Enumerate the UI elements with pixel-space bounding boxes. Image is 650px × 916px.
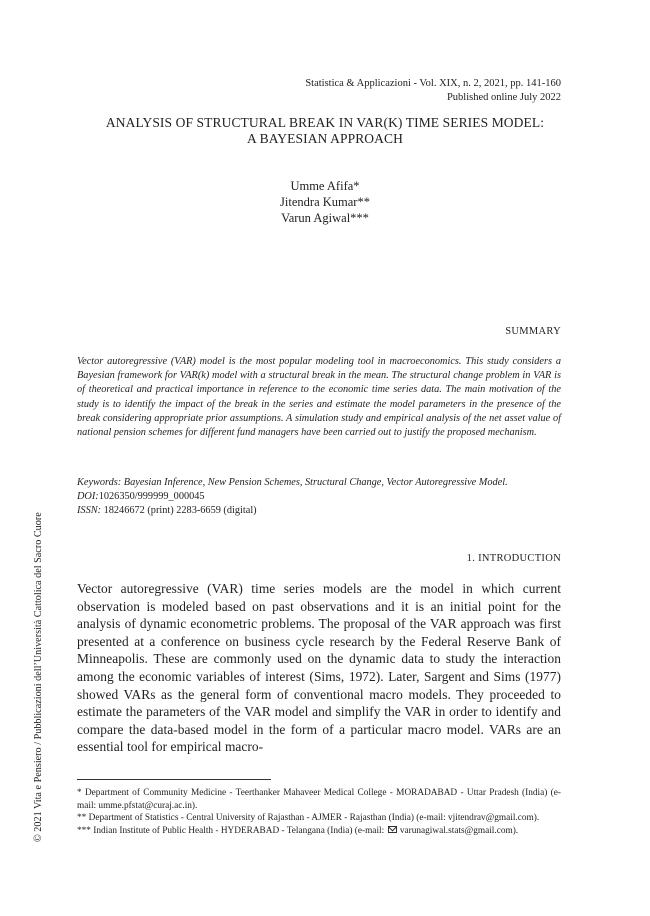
copyright-sidebar: © 2021 Vita e Pensiero / Pubblicazioni dell’Università Cattolica del Sacro Cuore — [33, 512, 44, 842]
envelope-icon — [388, 826, 397, 833]
doi — [77, 490, 567, 504]
paper-title-line-1: ANALYSIS OF STRUCTURAL BREAK IN VAR(K) TIME SERIES MODEL: — [105, 115, 545, 130]
abstract-text: Vector autoregressive (VAR) model is the most popular modeling tool in macroeconomics. This study considers a Bayesian framework for VAR(k) model with a structural break in the mean. The structural change problem in VAR is of theoretical and practical importance in reference to the economic time series data. The main motivation of the study is to identify the impact of the break in the series and estimate the model parameters in the presence of the break considering appropriate prior assumptions. A simulation study and empirical analysis of the net asset value of national pension schemes for different fund managers have been carried out to justify the proposed mechanism. — [77, 356, 561, 439]
footnote-2: ** Department of Statistics - Central University of Rajasthan - AJMER - Rajasthan (India) (e-mail: vjitendrav@gmail.com). — [77, 813, 540, 824]
issn — [77, 504, 567, 518]
doi-label: DOI: — [77, 491, 99, 502]
paper-title-line-2: A BAYESIAN APPROACH — [247, 131, 403, 146]
author-name: Jitendra Kumar** — [280, 195, 370, 209]
publication-date: Published online July 2022 — [446, 92, 561, 103]
summary-heading: SUMMARY — [505, 326, 561, 337]
doi-value: 1026350/999999_000045 — [98, 491, 205, 502]
section-heading-introduction: 1. INTRODUCTION — [466, 553, 561, 564]
issn-value: 18246672 (print) 2283-6659 (digital) — [101, 505, 257, 516]
footnotes — [77, 787, 561, 837]
author-name: Varun Agiwal*** — [281, 211, 369, 225]
journal-reference: Statistica & Applicazioni - Vol. XIX, n. 2, 2021, pp. 141-160 — [305, 78, 561, 89]
keywords: Keywords: Bayesian Inference, New Pension Schemes, Structural Change, Vector Autoregressive Model. — [77, 477, 508, 488]
footnote-3-text: *** Indian Institute of Public Health - HYDERABAD - Telangana (India) (e-mail: — [77, 825, 387, 836]
footnote-1: * Department of Community Medicine - Teerthanker Mahaveer Medical College - MORADABAD - Uttar Pradesh (India) (e-mail: umme.pfstat@curaj.ac.in). — [77, 788, 561, 811]
issn-label: ISSN: — [77, 505, 102, 516]
footnote-3-email: varunagiwal.stats@gmail.com). — [399, 825, 519, 836]
author-name: Umme Afifa* — [290, 179, 360, 193]
footnote-3 — [77, 825, 561, 838]
footnote-divider — [77, 779, 271, 780]
introduction-body: Vector autoregressive (VAR) time series models are the model in which current observation is modeled based on past observations and it is an initial point for the analysis of dynamic econometric problems. The proposal of the VAR approach was first presented at a conference on business cycle research by the Federal Reserve Bank of Minneapolis. These are commonly used on the dynamic data to study the interaction among the economic variables of interest (Sims, 1972). Later, Sargent and Sims (1977) showed VARs as the general form of conventional macro models. They proceeded to estimate the parameters of the VAR model and simplify the VAR in order to identify and compare the data-based model in the form of a particular macro model. VARs are an essential tool for empirical macro- — [77, 581, 561, 755]
